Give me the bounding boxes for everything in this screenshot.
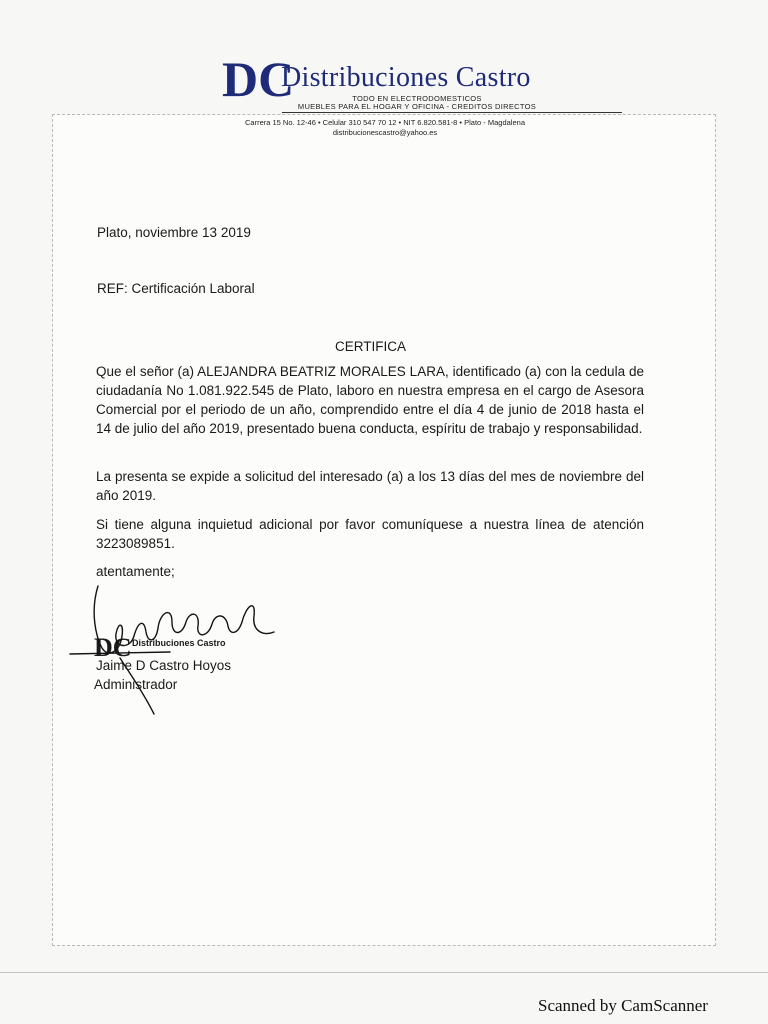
svg-text:DC: DC — [94, 633, 132, 662]
signer-title: Administrador — [94, 677, 178, 692]
company-contact — [120, 118, 650, 138]
certification-paragraph: Que el señor (a) ALEJANDRA BEATRIZ MORALES LARA, identificado (a) con la cedula de ciudadanía No 1.081.922.545 de Plato, laboro en nuestra empresa en el cargo de Asesora Comercial por el periodo de un año, comprendido entre el día 4 de junio de 2018 hasta el 14 de julio del año 2019, presentado buena conducta, espíritu de trabajo y responsabilidad. — [96, 364, 644, 436]
contact-paragraph: Si tiene alguna inquietud adicional por favor comuníquese a nuestra línea de atención 3223089851. — [96, 517, 644, 551]
company-logo-icon — [222, 51, 295, 107]
stamp-text: Distribuciones Castro — [132, 638, 226, 648]
camscanner-watermark: Scanned by CamScanner — [538, 996, 708, 1015]
scan-edge-line — [0, 972, 768, 973]
signature-stamp — [60, 582, 300, 722]
letterhead-rule — [282, 112, 622, 113]
company-tagline — [282, 95, 552, 111]
company-email: distribucionescastro@yahoo.es — [332, 128, 438, 137]
tagline-line-2: MUEBLES PARA EL HOGAR Y OFICINA - CREDITOS DIRECTOS — [297, 102, 537, 111]
signer-name: Jaime D Castro Hoyos — [96, 658, 232, 673]
closing-line: atentamente; — [96, 564, 175, 579]
company-name: Distribuciones Castro — [281, 62, 531, 93]
place-date: Plato, noviembre 13 2019 — [97, 225, 251, 240]
issuance-paragraph: La presenta se expide a solicitud del interesado (a) a los 13 días del mes de noviembre del año 2019. — [96, 469, 644, 503]
reference-line: REF: Certificación Laboral — [97, 281, 255, 296]
contact-line: Carrera 15 No. 12-46 • Celular 310 547 70 12 • NIT 6.820.581-8 • Plato - Magdalena — [245, 118, 525, 127]
tagline-line-1: TODO EN ELECTRODOMESTICOS — [352, 94, 482, 103]
letter-heading: CERTIFICA — [335, 339, 407, 354]
logo-letters: DC — [222, 51, 295, 107]
